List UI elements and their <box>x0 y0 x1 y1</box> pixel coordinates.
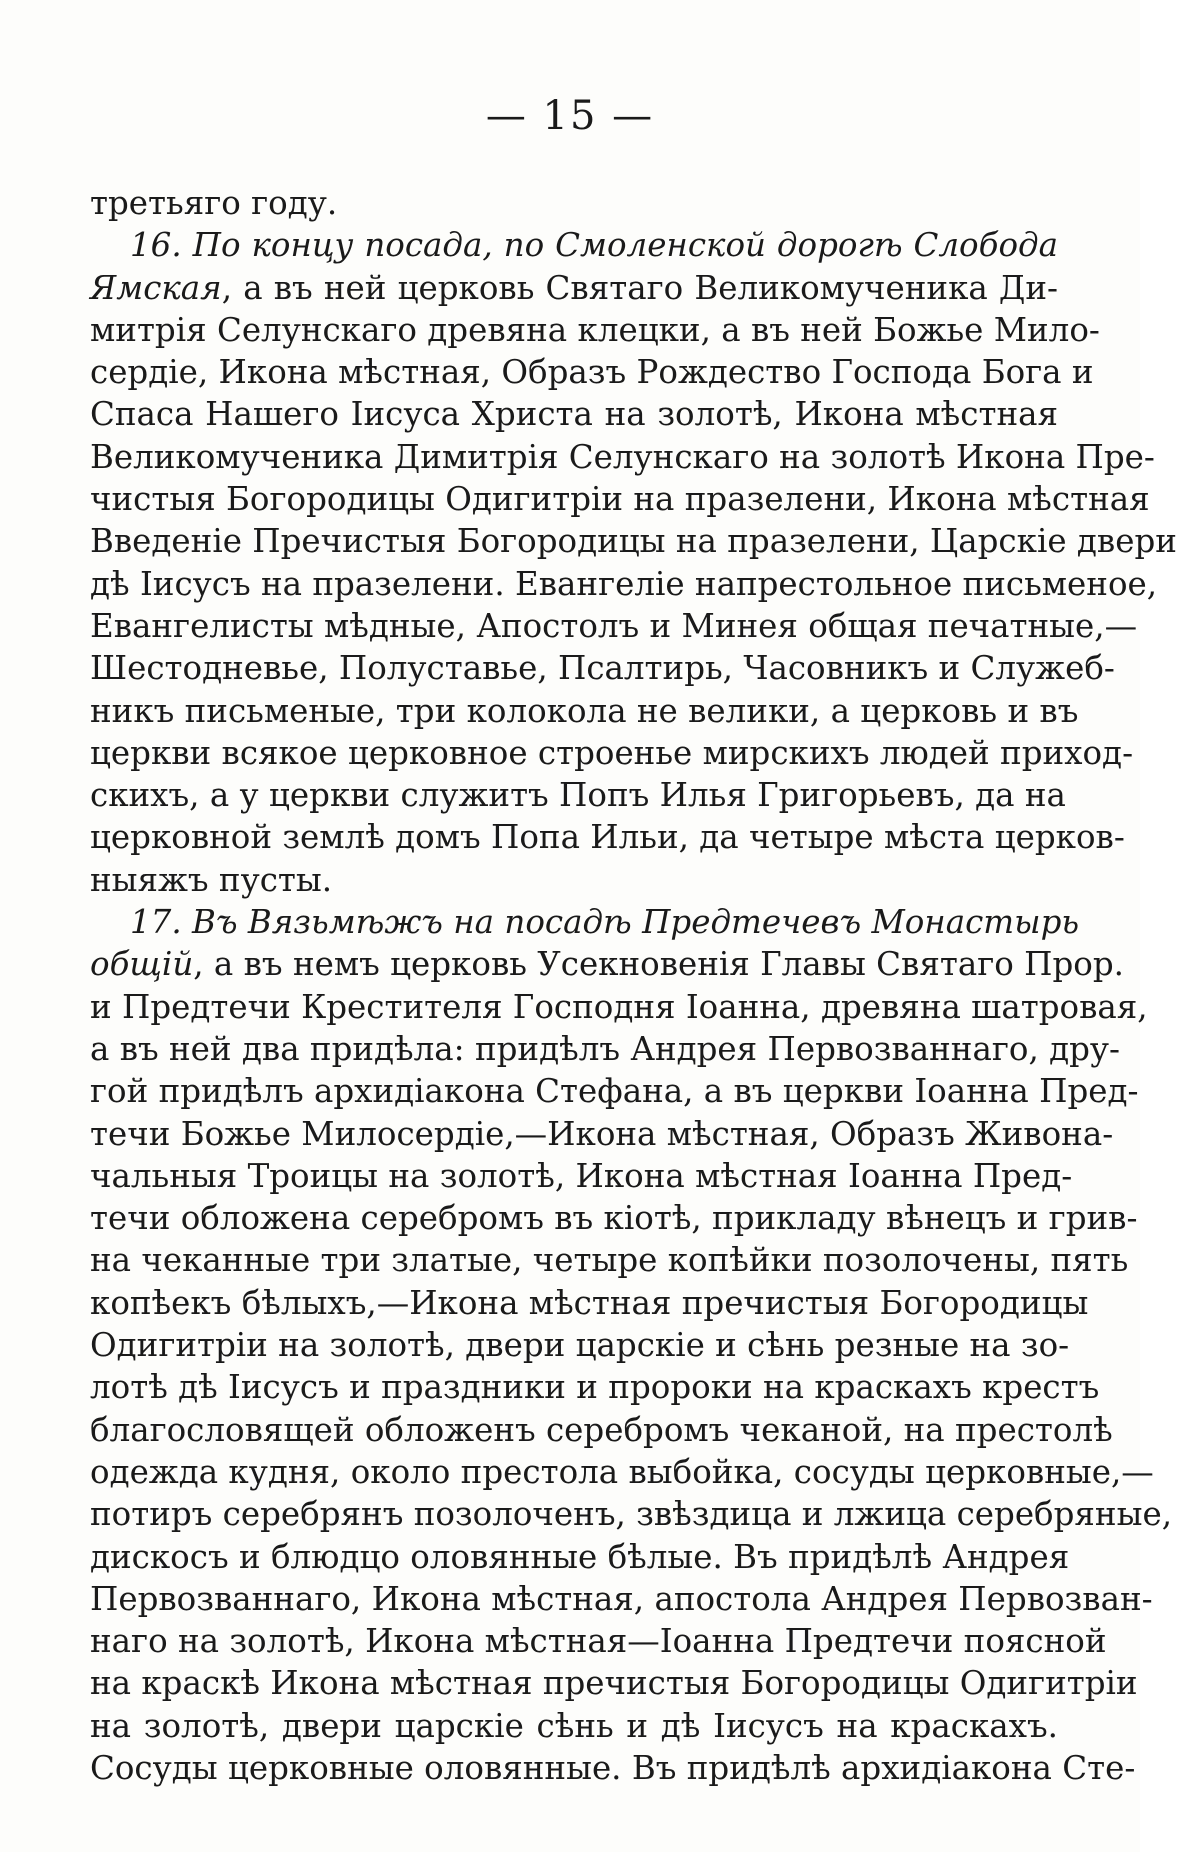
text-line <box>90 774 1066 816</box>
text-run: церкви всякое церковное строенье мирскихъ людей приход- <box>90 733 1134 772</box>
text-run: одежда кудня, около престола выбойка, сосуды церковные,— <box>90 1452 1154 1491</box>
text-run: Шестодневье, Полуставье, Псалтирь, Часовникъ и Служеб- <box>90 649 1115 688</box>
text-line <box>90 816 1125 858</box>
page-number: — 15 — <box>485 93 655 139</box>
text-line <box>90 351 1094 393</box>
text-line <box>90 436 1155 478</box>
text-line <box>90 393 1058 435</box>
text-line <box>90 859 1058 901</box>
text-line <box>90 224 1058 266</box>
text-line <box>90 1155 1073 1197</box>
text-line <box>90 1324 1070 1366</box>
text-run: Спаса Нашего Іисуса Христа на золотѣ, Икона мѣстная <box>90 395 1058 434</box>
text-line <box>90 563 1158 605</box>
text-line <box>90 1620 1107 1662</box>
text-run: церковной землѣ домъ Попа Ильи, да четыре мѣста церков- <box>90 818 1125 857</box>
text-line <box>90 267 1058 309</box>
text-line <box>90 309 1100 351</box>
text-line <box>90 1705 1058 1747</box>
text-run: лотѣ дѣ Іисусъ и праздники и пророки на краскахъ крестъ <box>90 1368 1100 1407</box>
text-line <box>90 1662 1138 1704</box>
text-line <box>90 732 1134 774</box>
text-run: течи обложена серебромъ въ кіотѣ, прикладу вѣнецъ и грив- <box>90 1199 1138 1238</box>
italic-text: общій <box>90 945 194 984</box>
text-line <box>90 1070 1139 1112</box>
text-run: Введеніе Пречистыя Богородицы на празелени, Царскіе двери <box>90 522 1177 561</box>
text-run: и Предтечи Крестителя Господня Іоанна, древяна шатровая, <box>90 987 1148 1026</box>
text-run: Первозваннаго, Икона мѣстная, апостола Андрея Первозван- <box>90 1579 1153 1618</box>
text-run: , а въ немъ церковь Усекновенія Главы Святаго Прор. <box>193 945 1124 984</box>
text-run: потиръ серебрянъ позолоченъ, звѣздица и лжица серебряные, <box>90 1495 1173 1534</box>
text-run: а въ ней два придѣла: придѣлъ Андрея Первозваннаго, дру- <box>90 1029 1121 1068</box>
text-run: на золотѣ, двери царскіе сѣнь и дѣ Іисусъ на краскахъ. <box>90 1706 1058 1745</box>
text-line <box>90 605 1138 647</box>
italic-text: 16. По концу посада, по Смоленской дорогѣ Слобода <box>130 226 1058 265</box>
text-line <box>90 1536 1070 1578</box>
text-line <box>90 986 1148 1028</box>
text-run: на краскѣ Икона мѣстная пречистыя Богородицы Одигитріи <box>90 1664 1138 1703</box>
text-run: Евангелисты мѣдные, Апостолъ и Минея общая печатные,— <box>90 606 1138 645</box>
text-run: , а въ ней церковь Святаго Великомученика Ди- <box>221 268 1058 307</box>
text-line <box>90 1747 1136 1789</box>
text-run: никъ письменые, три колокола не велики, а церковь и въ <box>90 691 1079 730</box>
text-run: чистыя Богородицы Одигитріи на празелени, Икона мѣстная <box>90 480 1150 519</box>
text-line <box>90 520 1177 562</box>
text-run: сердіе, Икона мѣстная, Образъ Рождество Господа Бога и <box>90 353 1094 392</box>
text-line <box>90 1028 1121 1070</box>
text-run: Сосуды церковные оловянные. Въ придѣлѣ архидіакона Сте- <box>90 1748 1136 1787</box>
text-run: наго на золотѣ, Икона мѣстная—Іоанна Предтечи поясной <box>90 1622 1107 1661</box>
text-run: дискосъ и блюдцо оловянные бѣлые. Въ придѣлѣ Андрея <box>90 1537 1070 1576</box>
text-run: на чеканные три златые, четыре копѣйки позолочены, пять <box>90 1241 1129 1280</box>
text-line <box>90 943 1124 985</box>
text-line <box>90 1239 1129 1281</box>
text-run: течи Божье Милосердіе,—Икона мѣстная, Образъ Живона- <box>90 1114 1114 1153</box>
italic-text: 17. Въ Вязьмѣжъ на посадѣ Предтечевъ Монастырь <box>130 903 1080 942</box>
text-line <box>90 1113 1114 1155</box>
text-run: Одигитріи на золотѣ, двери царскіе и сѣнь резные на зо- <box>90 1326 1070 1365</box>
text-run: скихъ, а у церкви служитъ Попъ Илья Григорьевъ, да на <box>90 776 1066 815</box>
text-line <box>90 182 1058 224</box>
text-run: Великомученика Димитрія Селунскаго на золотѣ Икона Пре- <box>90 437 1155 476</box>
body-text <box>90 182 1177 1789</box>
text-run: чальныя Троицы на золотѣ, Икона мѣстная Іоанна Пред- <box>90 1156 1073 1195</box>
text-line <box>90 1409 1113 1451</box>
text-line <box>90 478 1150 520</box>
text-line <box>90 647 1115 689</box>
text-line <box>90 690 1079 732</box>
italic-text: Ямская <box>90 268 222 307</box>
text-line <box>90 1282 1089 1324</box>
text-run: копѣекъ бѣлыхъ,—Икона мѣстная пречистыя Богородицы <box>90 1283 1089 1322</box>
text-line <box>90 1578 1153 1620</box>
text-line <box>90 1493 1173 1535</box>
text-line <box>90 1366 1100 1408</box>
text-line <box>90 1197 1138 1239</box>
text-line <box>90 901 1080 943</box>
text-run: гой придѣлъ архидіакона Стефана, а въ церкви Іоанна Пред- <box>90 1072 1139 1111</box>
text-run: дѣ Іисусъ на празелени. Евангеліе напрестольное письменое, <box>90 564 1158 603</box>
text-run: ныяжъ пусты. <box>90 860 333 899</box>
text-run: третьяго году. <box>90 184 338 222</box>
text-run: благословящей обложенъ серебромъ чеканой, на престолѣ <box>90 1410 1113 1449</box>
text-run: митрія Селунскаго древяна клецки, а въ ней Божье Мило- <box>90 310 1100 349</box>
text-line <box>90 1451 1154 1493</box>
